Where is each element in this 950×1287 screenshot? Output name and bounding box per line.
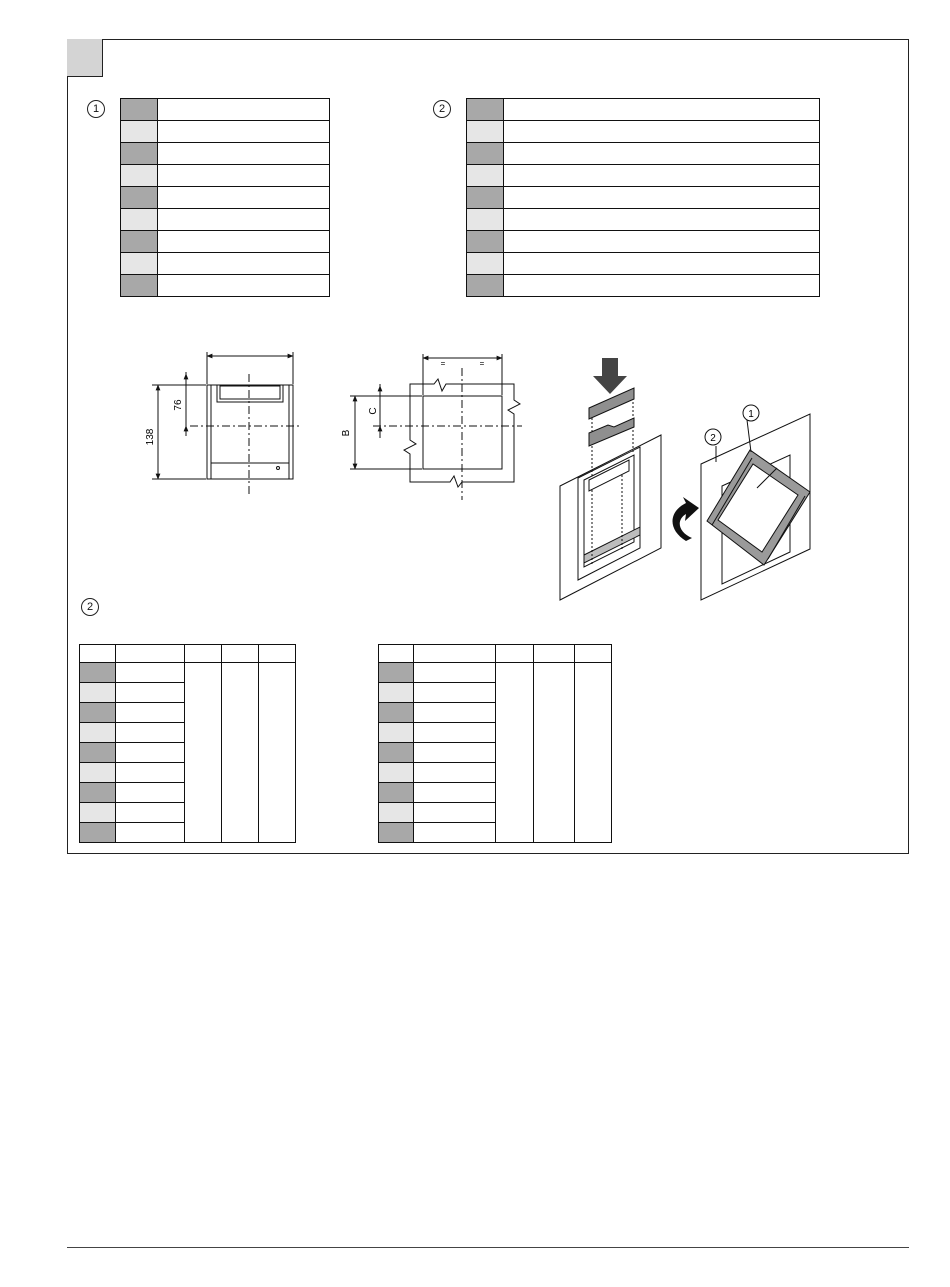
installation-drawing bbox=[560, 358, 699, 600]
marker-2-bottom: 2 bbox=[81, 598, 99, 616]
dimension-b: B bbox=[341, 429, 352, 437]
dimension-c: C bbox=[368, 407, 379, 415]
equal-mark-left: = bbox=[440, 359, 446, 368]
dimension-76: 76 bbox=[173, 399, 184, 411]
wall-cutout-drawing bbox=[350, 354, 522, 500]
equal-mark-right: = bbox=[479, 359, 485, 368]
device-front-drawing bbox=[152, 352, 300, 496]
marker-1-figure-label: 1 bbox=[748, 409, 754, 420]
page-footer-line bbox=[67, 1247, 909, 1248]
dimension-138: 138 bbox=[145, 428, 156, 446]
marker-1-top: 1 bbox=[87, 100, 105, 118]
marker-2-top: 2 bbox=[433, 100, 451, 118]
marker-2-figure-label: 2 bbox=[710, 433, 716, 444]
